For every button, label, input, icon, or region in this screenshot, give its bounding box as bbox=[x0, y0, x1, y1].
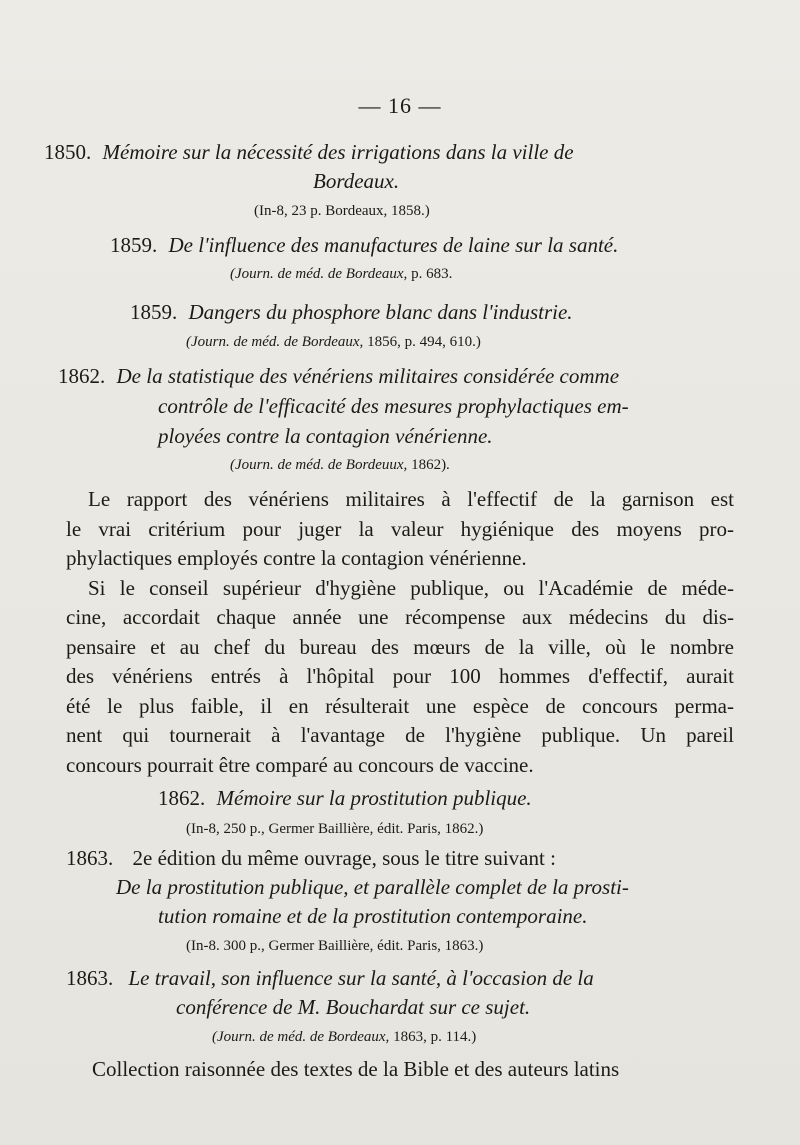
source-journal: (Journ. de méd. de Bordeuux, bbox=[230, 457, 408, 473]
source-details: 1863, p. 114.) bbox=[393, 1029, 477, 1045]
entry-source bbox=[186, 334, 481, 351]
paragraph-line: Si le conseil supérieur d'hygiène publique, ou l'Académie de méde- bbox=[88, 576, 734, 600]
paragraph-line: des vénériens entrés à l'hôpital pour 100 hommes d'effectif, aurait bbox=[66, 664, 734, 688]
entry-title-continued: tution romaine et de la prostitution contemporaine. bbox=[158, 904, 588, 928]
entry-title: De la prostitution publique, et parallèle complet de la prosti- bbox=[116, 875, 629, 899]
entry-line bbox=[66, 966, 594, 991]
paragraph-line: concours pourrait être comparé au concours de vaccine. bbox=[66, 753, 534, 777]
entry-year: 1859. bbox=[130, 300, 178, 324]
entry-title-continued: Bordeaux. bbox=[313, 169, 400, 193]
entry-title: De la statistique des vénériens militaires considérée comme bbox=[116, 364, 620, 388]
paragraph-line: nent qui tournerait à l'avantage de l'hygiène publique. Un pareil bbox=[66, 723, 734, 747]
paragraph-line: pensaire et au chef du bureau des mœurs de la ville, où le nombre bbox=[66, 635, 734, 659]
source-journal: (Journ. de méd. de Bordeaux, bbox=[212, 1029, 390, 1045]
entry-title-continued: contrôle de l'efficacité des mesures prophylactiques em- bbox=[158, 394, 629, 418]
entry-line bbox=[44, 140, 574, 165]
paragraph-line: cine, accordait chaque année une récompense aux médecins du dis- bbox=[66, 605, 734, 629]
entry-title-continued: conférence de M. Bouchardat sur ce sujet. bbox=[176, 995, 531, 1019]
entry-year: 1850. bbox=[44, 140, 92, 164]
entry-source: (In-8. 300 p., Germer Baillière, édit. Paris, 1863.) bbox=[186, 938, 484, 954]
source-details: 1862). bbox=[411, 457, 450, 473]
entry-line bbox=[130, 300, 573, 325]
entry-line bbox=[110, 233, 618, 258]
source-journal: (Journ. de méd. de Bordeaux, bbox=[230, 266, 408, 282]
entry-source bbox=[230, 266, 452, 283]
entry-line bbox=[158, 786, 532, 811]
entry-line bbox=[58, 364, 619, 389]
source-details: p. 683. bbox=[411, 266, 453, 282]
entry-title: Dangers du phosphore blanc dans l'industrie. bbox=[188, 300, 573, 324]
entry-line bbox=[66, 846, 556, 871]
entry-title: Mémoire sur la prostitution publique. bbox=[216, 786, 532, 810]
page-number: — 16 — bbox=[358, 93, 442, 118]
paragraph-line: été le plus faible, il en résulterait une espèce de concours perma- bbox=[66, 694, 734, 718]
source-journal: (Journ. de méd. de Bordeaux, bbox=[186, 334, 364, 350]
entry-year: 1862. bbox=[58, 364, 106, 388]
entry-source bbox=[212, 1029, 476, 1046]
entry-year: 1863. bbox=[66, 846, 114, 870]
entry-source: (In-8, 23 p. Bordeaux, 1858.) bbox=[254, 203, 430, 219]
entry-year: 1863. bbox=[66, 966, 114, 990]
entry-title: Le travail, son influence sur la santé, à l'occasion de la bbox=[128, 966, 594, 990]
entry-title: De l'influence des manufactures de laine sur la santé. bbox=[168, 233, 619, 257]
entry-year: 1859. bbox=[110, 233, 158, 257]
paragraph-line: Le rapport des vénériens militaires à l'effectif de la garnison est bbox=[88, 487, 734, 511]
entry-text: 2e édition du même ouvrage, sous le titre suivant : bbox=[132, 846, 556, 870]
entry-title: Mémoire sur la nécessité des irrigations dans la ville de bbox=[102, 140, 574, 164]
entry-source: (In-8, 250 p., Germer Baillière, édit. Paris, 1862.) bbox=[186, 821, 484, 837]
paragraph-line: phylactiques employés contre la contagion vénérienne. bbox=[66, 546, 527, 570]
closing-line: Collection raisonnée des textes de la Bible et des auteurs latins bbox=[92, 1057, 620, 1081]
entry-source bbox=[230, 457, 450, 474]
source-details: 1856, p. 494, 610.) bbox=[367, 334, 481, 350]
paragraph-line: le vrai critérium pour juger la valeur hygiénique des moyens pro- bbox=[66, 517, 734, 541]
entry-title-continued: ployées contre la contagion vénérienne. bbox=[158, 424, 493, 448]
entry-year: 1862. bbox=[158, 786, 206, 810]
